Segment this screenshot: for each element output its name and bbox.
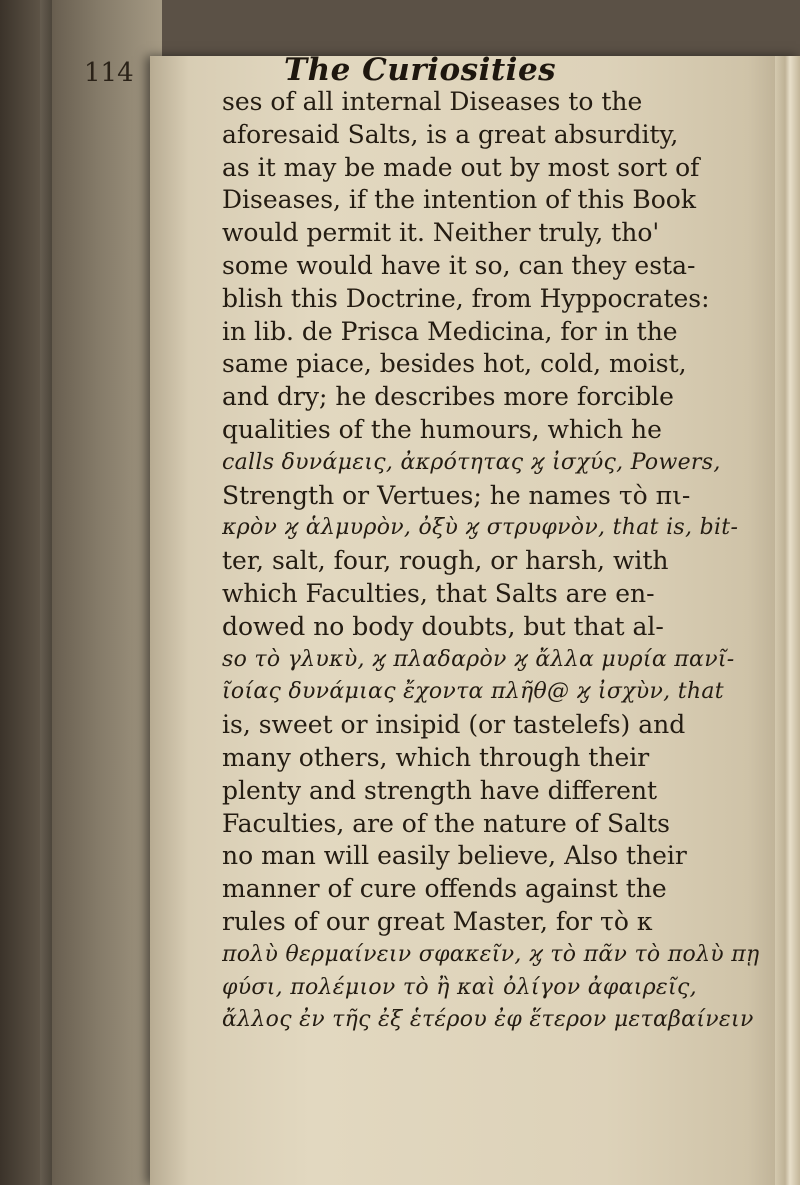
- text-line: rules of our great Master, for τὸ κ: [222, 906, 653, 936]
- text-line: and dry; he describes more forcible: [222, 382, 674, 412]
- binding-shadow: [40, 0, 52, 1185]
- text-line: dowed no body doubts, but that al-: [222, 611, 664, 641]
- text-line: in lib. de Prisca Medicina, for in the: [222, 316, 678, 346]
- text-line: many others, which through their: [222, 742, 650, 772]
- text-line: ῖοίας δυνάμιας ἔχοντα πλῆθ@ ϗ ἰσχὺν, that: [222, 679, 724, 705]
- text-line: which Faculties, that Salts are en-: [222, 578, 655, 608]
- book-binding: [0, 0, 162, 1185]
- text-line: Faculties, are of the nature of Salts: [222, 808, 670, 838]
- text-line: would permit it. Neither truly, tho': [222, 218, 660, 248]
- text-line: no man will easily believe, Also their: [222, 841, 687, 871]
- running-head: The Curiosities: [284, 52, 557, 88]
- text-line: qualities of the humours, which he: [222, 414, 662, 444]
- text-line: is, sweet or insipid (or tastelefs) and: [222, 710, 686, 740]
- page-bottom-margin: [150, 1120, 625, 1185]
- text-line: plenty and strength have different: [222, 775, 658, 805]
- text-line: Strength or Vertues; he names τὸ πι-: [222, 480, 691, 510]
- text-line: manner of cure offends against the: [222, 874, 667, 904]
- page-number: 114: [84, 58, 134, 88]
- text-line: same piace, besides hot, cold, moist,: [222, 349, 687, 379]
- text-line: calls δυνάμεις, ἀκρότητας ϗ ἰσχύς, Powers,: [222, 449, 721, 475]
- text-line: ἄλλος ἐν τῆς ἐξ ἑτέρου ἐφ ἕτερον μεταβαίνειν: [222, 1007, 754, 1033]
- text-line: κρὸν ϗ ἁλμυρὸν, ὀξὺ ϗ στρυφνὸν, that is, bit-: [222, 515, 739, 541]
- text-line: some would have it so, can they esta-: [222, 250, 696, 280]
- text-line: aforesaid Salts, is a great absurdity,: [222, 119, 679, 149]
- text-line: as it may be made out by most sort of: [222, 152, 700, 182]
- text-line: so τὸ γλυκὺ, ϗ πλαδαρὸν ϗ ἄλλα μυρία πανῖ-: [222, 646, 735, 672]
- text-line: πολὺ θερμαίνειν σφακεῖν, ϗ τὸ πᾶν τὸ πολὺ πῃ: [222, 941, 760, 967]
- text-line: ter, salt, four, rough, or harsh, with: [222, 546, 669, 576]
- text-line: φύσι, πολέμιον τὸ ἢ καὶ ὀλίγον ἀφαιρεῖς,: [222, 974, 697, 1000]
- text-line: blish this Doctrine, from Hyppocrates:: [222, 283, 710, 313]
- text-line: Diseases, if the intention of this Book: [222, 185, 696, 215]
- body-text: [222, 86, 782, 1037]
- text-line: ses of all internal Diseases to the: [222, 87, 643, 116]
